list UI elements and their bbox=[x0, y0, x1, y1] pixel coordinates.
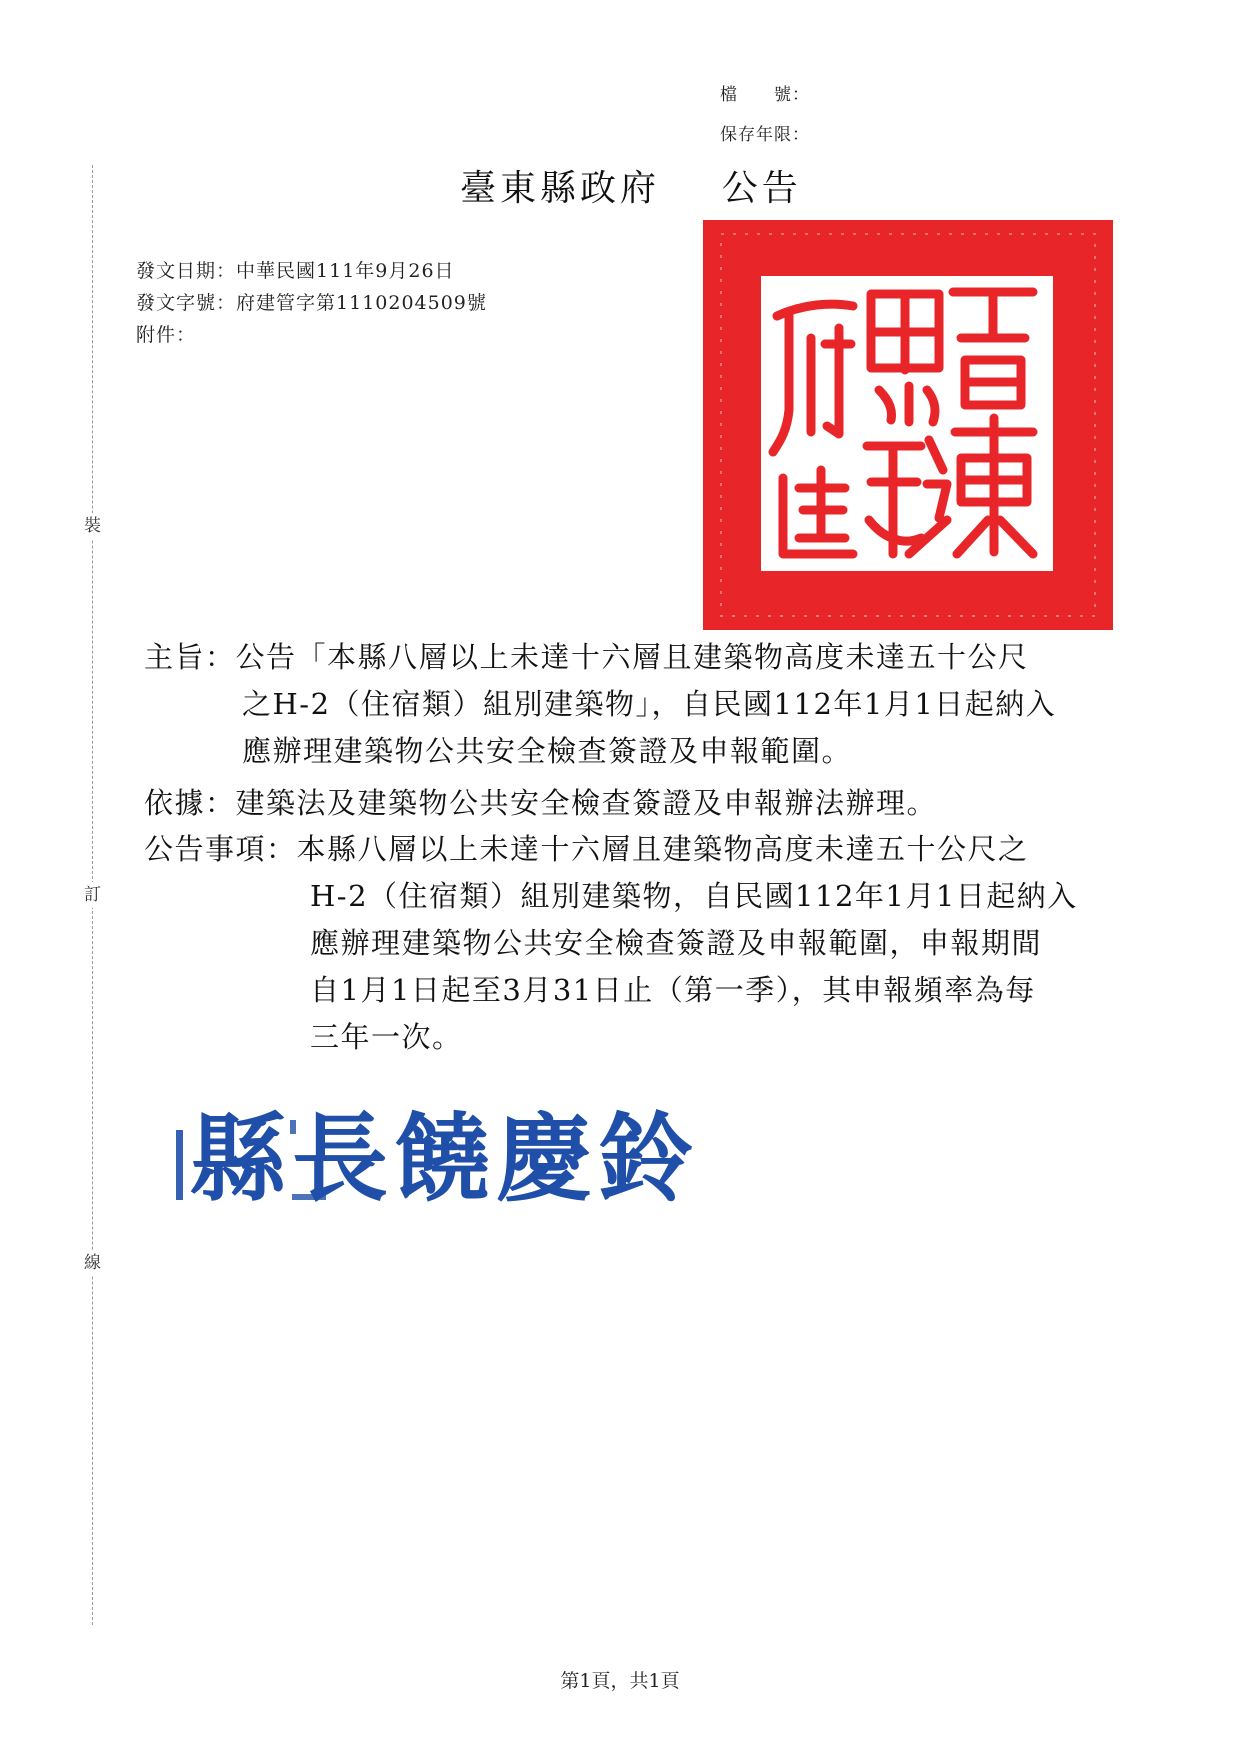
subject-label: 主旨： bbox=[144, 640, 236, 674]
basis-label: 依據： bbox=[144, 786, 236, 820]
subject-text-2: 之H-2（住宿類）組別建築物」，自民國112年1月1日起納入 bbox=[242, 687, 1057, 721]
issue-date-row bbox=[136, 256, 455, 283]
subject-continuation bbox=[242, 681, 1056, 775]
signature-text: 縣長饒慶鈴 bbox=[190, 1102, 700, 1215]
agency-name: 臺東縣政府 bbox=[460, 168, 661, 209]
basis-text: 建築法及建築物公共安全檢查簽證及申報辦法辦理。 bbox=[235, 786, 938, 820]
subject-text-1: 公告「本縣八層以上未達十六層且建築物高度未達五十公尺 bbox=[235, 640, 1029, 674]
binding-mark-zhuang: 裝 bbox=[84, 513, 101, 539]
notice-text-2: H-2（住宿類）組別建築物，自民國112年1月1日起納入 bbox=[310, 879, 1078, 913]
archive-number-label: 檔 號： bbox=[720, 85, 810, 105]
notice-text-1: 本縣八層以上未達十六層且建築物高度未達五十公尺之 bbox=[296, 832, 1029, 866]
issue-number-row bbox=[136, 288, 487, 315]
attachment-label: 附件： bbox=[136, 324, 197, 346]
notice-continuation bbox=[310, 873, 1078, 1061]
retention-period-label: 保存年限： bbox=[720, 125, 810, 145]
notice-label: 公告事項： bbox=[144, 832, 297, 866]
document-title bbox=[460, 160, 802, 211]
signature-stamp bbox=[172, 1090, 772, 1224]
notice-text-3: 應辦理建築物公共安全檢查簽證及申報範圍，申報期間 bbox=[310, 926, 1043, 960]
subject-line-1 bbox=[144, 634, 1029, 681]
subject-section bbox=[144, 634, 1029, 681]
issue-number-label: 發文字號： bbox=[136, 292, 237, 314]
signature-stamp-graphic bbox=[172, 1090, 772, 1220]
issue-date-label: 發文日期： bbox=[136, 260, 237, 282]
subject-text-3: 應辦理建築物公共安全檢查簽證及申報範圍。 bbox=[242, 734, 853, 768]
issue-number-value: 府建管字第1110204509號 bbox=[236, 292, 487, 314]
notice-text-4: 自1月1日起至3月31日止（第一季），其申報頻率為每 bbox=[310, 973, 1036, 1007]
issue-date-value: 中華民國111年9月26日 bbox=[236, 260, 455, 282]
attachment-row bbox=[136, 320, 196, 347]
page-number: 第1頁，共1頁 bbox=[560, 1670, 680, 1692]
binding-mark-xian: 線 bbox=[84, 1250, 101, 1276]
official-seal-graphic bbox=[703, 220, 1113, 630]
document-type: 公告 bbox=[721, 168, 802, 209]
binding-mark-ding: 訂 bbox=[84, 882, 101, 908]
basis-section bbox=[144, 780, 937, 827]
official-seal bbox=[703, 220, 1113, 634]
notice-section bbox=[144, 826, 1029, 873]
notice-text-5: 三年一次。 bbox=[310, 1020, 463, 1054]
